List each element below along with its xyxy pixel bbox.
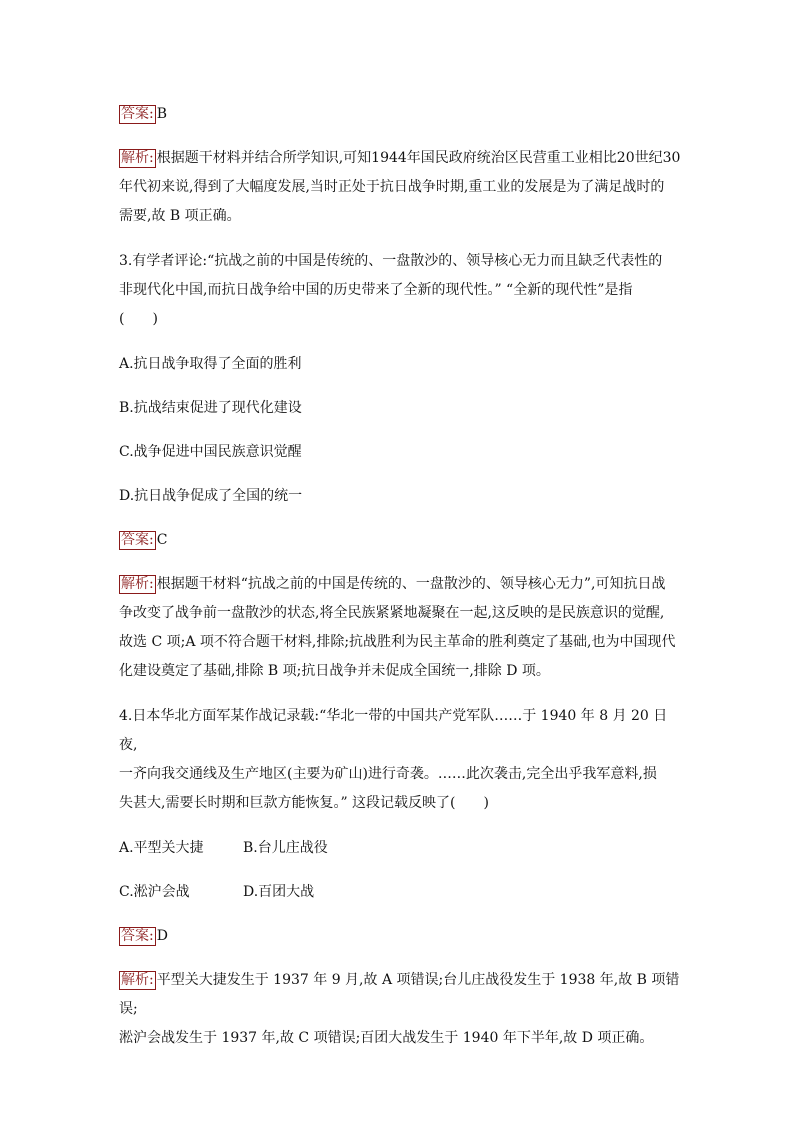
option-d: D.百团大战 [243, 884, 315, 900]
answer-value: B [156, 106, 168, 122]
q3-options [119, 350, 684, 511]
option-a: A.平型关大捷 [119, 840, 204, 856]
answer-value: D [156, 928, 168, 944]
analysis-line: 化建设奠定了基础,排除 B 项;抗日战争并未促成全国统一,排除 D 项。 [119, 663, 550, 679]
q3-answer [119, 526, 684, 555]
stem-line: 非现代化中国,而抗日战争给中国的历史带来了全新的现代性。” “全新的现代性”是指 [119, 282, 633, 298]
q2-answer [119, 100, 684, 129]
q2-analysis [119, 144, 684, 231]
option-b: B.台儿庄战役 [243, 840, 328, 856]
answer-blank: ( ) [119, 311, 158, 327]
option-d: D.抗日战争促成了全国的统一 [119, 488, 303, 504]
q4-stem [119, 702, 684, 818]
analysis-line: 争改变了战争前一盘散沙的状态,将全民族紧紧地凝聚在一起,这反映的是民族意识的觉醒, [119, 605, 665, 621]
analysis-tag: 解析: [121, 150, 154, 166]
analysis-line: 淞沪会战发生于 1937 年,故 C 项错误;百团大战发生于 1940 年下半年,故 D 项正确。 [119, 1030, 654, 1046]
analysis-line: 需要,故 B 项正确。 [119, 208, 241, 224]
analysis-tag: 解析: [121, 972, 154, 988]
q4-answer [119, 922, 684, 951]
analysis-tag: 解析: [121, 576, 154, 592]
analysis-line: 根据题干材料“抗战之前的中国是传统的、一盘散沙的、领导核心无力”,可知抗日战 [156, 576, 666, 592]
analysis-line: 故选 C 项;A 项不符合题干材料,排除;抗战胜利为民主革命的胜利奠定了基础,也为中国现代 [119, 634, 676, 650]
q4-options [119, 834, 684, 907]
q3-stem [119, 247, 684, 334]
answer-tag: 答案: [121, 532, 154, 548]
option-b: B.抗战结束促进了现代化建设 [119, 400, 302, 416]
stem-line: 失甚大,需要长时期和巨款方能恢复。” 这段记载反映了( ) [119, 795, 489, 811]
document-body [119, 100, 684, 1053]
answer-value: C [156, 532, 168, 548]
answer-tag: 答案: [121, 106, 154, 122]
q3-analysis [119, 570, 684, 686]
q4-analysis [119, 966, 684, 1053]
stem-line: 3.有学者评论:“抗战之前的中国是传统的、一盘散沙的、领导核心无力而且缺乏代表性的 [119, 253, 663, 269]
analysis-line: 年代初来说,得到了大幅度发展,当时正处于抗日战争时期,重工业的发展是为了满足战时的 [119, 179, 665, 195]
option-c: C.淞沪会战 [119, 884, 190, 900]
option-a: A.抗日战争取得了全面的胜利 [119, 356, 302, 372]
answer-tag: 答案: [121, 928, 154, 944]
analysis-line: 根据题干材料并结合所学知识,可知1944年国民政府统治区民营重工业相比20世纪30 [156, 150, 681, 166]
option-c: C.战争促进中国民族意识觉醒 [119, 444, 302, 460]
stem-line: 4.日本华北方面军某作战记录载:“华北一带的中国共产党军队……于 1940 年 8 月 20 日夜, [119, 708, 668, 753]
stem-line: 一齐向我交通线及生产地区(主要为矿山)进行奇袭。……此次袭击,完全出乎我军意料,损 [119, 766, 657, 782]
analysis-line: 平型关大捷发生于 1937 年 9 月,故 A 项错误;台儿庄战役发生于 1938 年,故 B 项错误; [119, 972, 680, 1017]
